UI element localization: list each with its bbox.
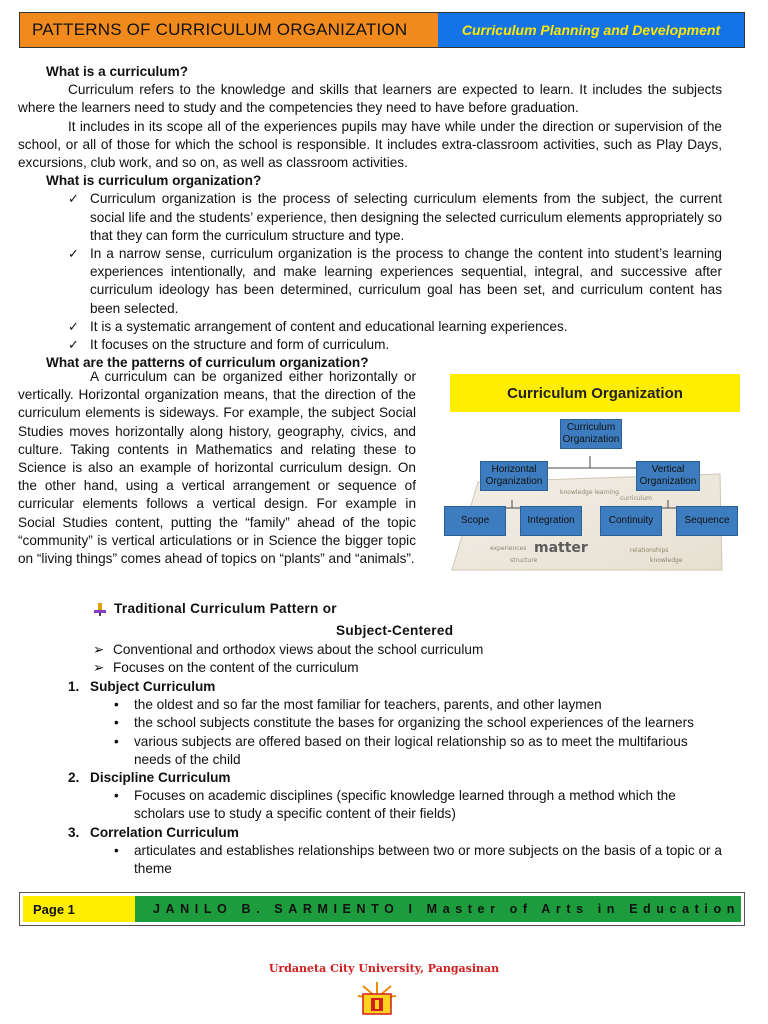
numbered-heading: 2. Discipline Curriculum <box>68 770 231 786</box>
header-subtitle: Curriculum Planning and Development <box>438 13 744 47</box>
university-logo-icon <box>355 980 399 1016</box>
list-item: • the school subjects constitute the bases for organizing the school experiences of the learners <box>114 714 724 732</box>
list-item: • Focuses on academic disciplines (specific knowledge learned through a method which the scholars use to study a specific content of their fields) <box>114 787 724 823</box>
diagram-node-root: Curriculum Organization <box>560 419 622 449</box>
section-heading: What is curriculum organization? <box>46 173 262 189</box>
paragraph: It includes in its scope all of the experiences pupils may have while under the direction or supervision of the school, or all of those for which the school is responsible. It includes extra-classroom activities, such as Play Days, excursions, club work, and so on, as well as classroom activities. <box>18 118 722 171</box>
numbered-heading: 1. Subject Curriculum <box>68 679 216 694</box>
cloud-word: knowledge learning <box>560 489 619 496</box>
list-item: • articulates and establishes relationships between two or more subjects on the basis of a topic or a theme <box>114 842 724 878</box>
university-name: Urdaneta City University, Pangasinan <box>268 962 500 975</box>
diagram-node-continuity: Continuity <box>600 506 662 536</box>
list-item: ➢ Conventional and orthodox views about the school curriculum <box>93 641 733 659</box>
list-item: ✓ It focuses on the structure and form of curriculum. <box>68 336 722 354</box>
cloud-word: experiences <box>490 545 527 552</box>
section-what-is-curriculum <box>18 63 722 372</box>
cloud-word-large: matter <box>534 540 588 556</box>
page-footer <box>19 892 745 926</box>
bullet-icon: • <box>114 842 119 858</box>
diagram-node-vertical: Vertical Organization <box>636 461 700 491</box>
page-number: Page 1 <box>23 896 135 922</box>
check-list <box>68 190 722 354</box>
cloud-word: knowledge <box>650 557 683 564</box>
cloud-word: relationships <box>630 547 669 554</box>
arrow-bullet-icon: ➢ <box>93 642 105 657</box>
header-title: PATTERNS OF CURRICULUM ORGANIZATION <box>20 13 438 47</box>
curriculum-organization-diagram <box>450 374 740 574</box>
diagram-node-horizontal: Horizontal Organization <box>480 461 548 491</box>
section-title-line1: Traditional Curriculum Pattern or <box>114 601 337 616</box>
traditional-pattern-title <box>93 601 573 616</box>
curriculum-types-list <box>68 678 724 878</box>
section-heading: What are the patterns of curriculum organization? <box>46 355 369 371</box>
checkmark-icon: ✓ <box>68 337 79 353</box>
checkmark-icon: ✓ <box>68 318 79 334</box>
checkmark-icon: ✓ <box>68 246 79 262</box>
checkmark-icon: ✓ <box>68 191 79 207</box>
list-item: • various subjects are offered based on their logical relationship so as to meet the multifarious needs of the child <box>114 733 724 769</box>
cloud-word: curriculum <box>620 495 653 502</box>
diagram-node-scope: Scope <box>444 506 506 536</box>
pin-icon <box>93 602 107 616</box>
bullet-icon: • <box>114 733 119 749</box>
paragraph-patterns: A curriculum can be organized either horizontally or vertically. Horizontal organization means, that the direction of the curriculum elements is sideways. For example, the subject Social Studies moves horizontally along history, geography, civics, and culture. Taking contents in Mathematics and relating these to Science is also an example of horizontal curriculum design. On the other hand, using a vertical arrangement or sequence of curricular elements follows a vertical design. For example in Social Studies content, putting the “family” ahead of the topic “community” is vertical articulations or in Science the bigger topic on “living things” comes ahead of topics on “plants” and “animals”. <box>18 369 416 567</box>
diagram-title: Curriculum Organization <box>450 374 740 412</box>
diagram-node-sequence: Sequence <box>676 506 738 536</box>
traditional-points <box>93 641 733 677</box>
diagram-node-integration: Integration <box>520 506 582 536</box>
bullet-icon: • <box>114 788 119 804</box>
section-heading: What is a curriculum? <box>46 64 189 79</box>
list-item: ➢ Focuses on the content of the curriculum <box>93 659 733 677</box>
page-header <box>19 12 745 48</box>
author-line: JANILO B. SARMIENTO I Master of Arts in Education <box>135 896 741 922</box>
section-title-line2: Subject-Centered <box>336 623 454 638</box>
list-item: ✓ Curriculum organization is the process of selecting curriculum elements from the subject, the current social life and the students’ experience, then designing the selected curriculum elements appropriately so that they can form the curriculum structure and type. <box>68 190 722 245</box>
list-item: ✓ In a narrow sense, curriculum organization is the process to change the content into student’s learning experiences intentionally, and make learning experiences sequential, integral, and successive after curriculum ideology has been determined, curriculum goal has been set, and curriculum content has been selected. <box>68 245 722 318</box>
bullet-icon: • <box>114 697 119 713</box>
numbered-heading: 3. Correlation Curriculum <box>68 824 239 840</box>
list-item: ✓ It is a systematic arrangement of content and educational learning experiences. <box>68 318 722 336</box>
arrow-bullet-icon: ➢ <box>93 660 105 676</box>
paragraph: Curriculum refers to the knowledge and skills that learners are expected to learn. It includes the subjects where the learners need to study and the competencies they need to have before graduation. <box>18 82 722 116</box>
bullet-icon: • <box>114 715 119 731</box>
list-item: • the oldest and so far the most familiar for teachers, parents, and other laymen <box>114 696 724 714</box>
cloud-word: structure <box>510 557 538 564</box>
